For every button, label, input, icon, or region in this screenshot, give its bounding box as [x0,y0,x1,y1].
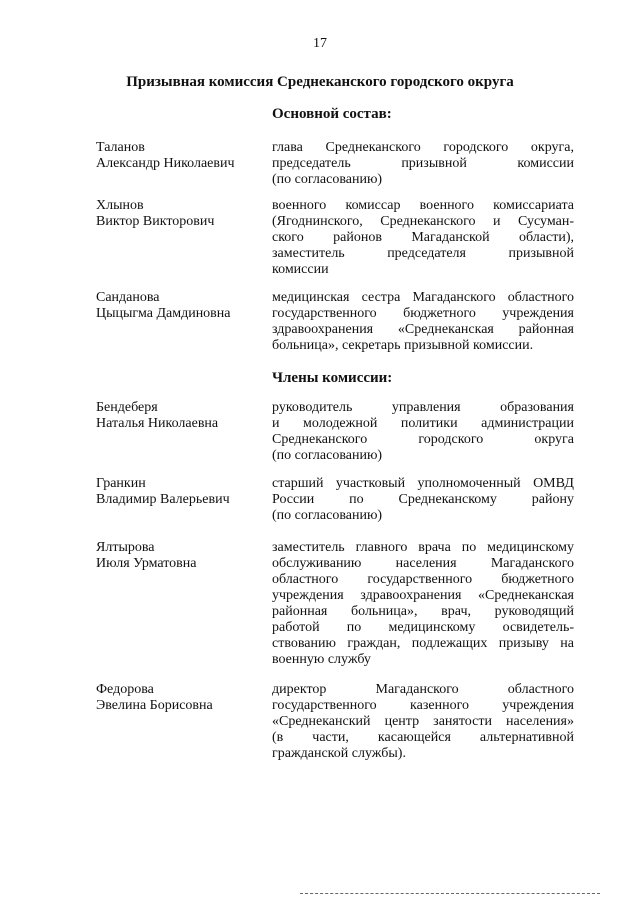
member-role [272,682,574,762]
member-given-names: Наталья Николаевна [96,416,219,431]
member-name [96,290,272,322]
role-line: районная больница», врач, руководящий [272,604,574,619]
role-line: комиссии [272,262,329,277]
role-line: ского районов Магаданской области), [272,230,574,245]
member-surname: Таланов [96,140,145,155]
member-role [272,198,574,278]
member-given-names: Цыцыгма Дамдиновна [96,306,231,321]
member-name [96,476,272,508]
member-role [272,476,574,524]
member-name [96,400,272,432]
role-line: военного комиссар военного комиссариата [272,198,574,213]
section-heading-main: Основной состав: [272,106,392,122]
member-surname: Санданова [96,290,160,305]
role-line: работой по медицинскому освидетель- [272,620,574,635]
member-surname: Гранкин [96,476,146,491]
role-line: старший участковый уполномоченный ОМВД [272,476,574,491]
member-name [96,140,272,172]
document-title: Призывная комиссия Среднеканского городского округа [126,74,514,90]
role-line: ствованию граждан, подлежащих призыву на [272,636,574,651]
role-line: (по согласованию) [272,508,383,523]
role-line: руководитель управления образования [272,400,574,415]
member-surname: Бендеберя [96,400,158,415]
footer-rule [300,893,600,894]
role-line: обслуживанию населения Магаданского [272,556,574,571]
role-line: заместитель председателя призывной [272,246,574,261]
member-name [96,198,272,230]
role-line: председатель призывной комиссии [272,156,574,171]
member-role [272,290,574,354]
member-surname: Ялтырова [96,540,155,555]
member-surname: Федорова [96,682,154,697]
member-role [272,400,574,464]
role-line: заместитель главного врача по медицинскому [272,540,574,555]
role-line: (по согласованию) [272,172,383,187]
role-line: государственного казенного учреждения [272,698,574,713]
member-role [272,140,574,188]
role-line: (в части, касающейся альтернативной [272,730,574,745]
role-line: директор Магаданского областного [272,682,574,697]
role-line: (по согласованию) [272,448,383,463]
role-line: глава Среднеканского городского округа, [272,140,574,155]
role-line: медицинская сестра Магаданского областного [272,290,574,305]
role-line: (Ягоднинского, Среднеканского и Сусуман- [272,214,574,229]
role-line: гражданской службы). [272,746,406,761]
role-line: Среднеканского городского округа [272,432,574,447]
role-line: военную службу [272,652,371,667]
role-line: государственного бюджетного учреждения [272,306,574,321]
member-given-names: Виктор Викторович [96,214,215,229]
member-surname: Хлынов [96,198,144,213]
member-given-names: Владимир Валерьевич [96,492,230,507]
role-line: здравоохранения «Среднеканская районная [272,322,574,337]
role-line: и молодежной политики администрации [272,416,574,431]
role-line: России по Среднеканскому району [272,492,574,507]
member-name [96,682,272,714]
role-line: учреждения здравоохранения «Среднеканская [272,588,574,603]
member-given-names: Александр Николаевич [96,156,235,171]
member-given-names: Июля Урматовна [96,556,197,571]
member-name [96,540,272,572]
page-number: 17 [313,36,327,51]
member-given-names: Эвелина Борисовна [96,698,213,713]
role-line: больница», секретарь призывной комиссии. [272,338,534,353]
member-role [272,540,574,668]
role-line: областного государственного бюджетного [272,572,574,587]
role-line: «Среднеканский центр занятости населения» [272,714,574,729]
section-heading-members: Члены комиссии: [272,370,393,386]
